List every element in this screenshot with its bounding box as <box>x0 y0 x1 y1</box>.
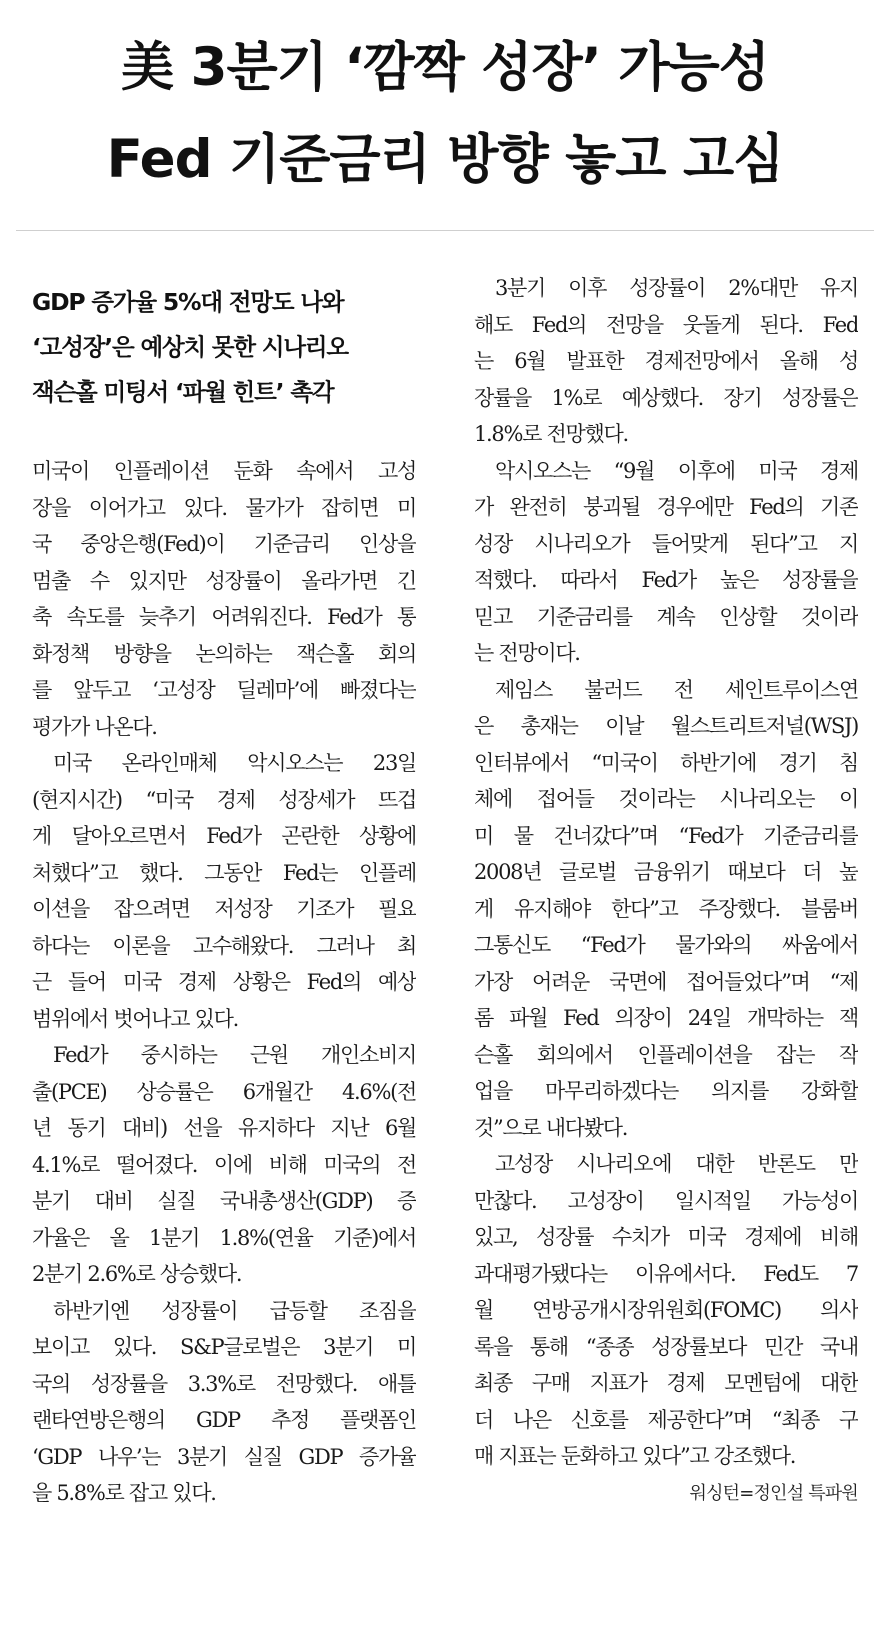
paragraph-line: 이션을 잡으려면 저성장 기조가 필요 <box>32 897 416 921</box>
paragraph <box>32 1293 416 1512</box>
paragraph-line: 있고, 성장률 수치가 미국 경제에 비해 <box>474 1225 858 1249</box>
paragraph-line: 국 중앙은행(Fed)이 기준금리 인상을 <box>32 532 416 556</box>
paragraph-line: 게 달아오르면서 Fed가 곤란한 상황에 <box>32 824 416 848</box>
column-left <box>32 270 416 1512</box>
paragraph-line: 해도 Fed의 전망을 웃돌게 된다. Fed <box>474 312 858 337</box>
paragraph-line: 4.1%로 떨어졌다. 이에 비해 미국의 전 <box>32 1152 416 1177</box>
column-right-body <box>474 270 858 1475</box>
paragraph-line: 년 동기 대비) 선을 유지하다 지난 6월 <box>32 1116 416 1140</box>
paragraph-line: 믿고 기준금리를 계속 인상할 것이라 <box>474 604 858 629</box>
paragraph-line: 가 완전히 붕괴될 경우에만 Fed의 기존 <box>474 495 858 519</box>
paragraph-line: 국의 성장률을 3.3%로 전망했다. 애틀 <box>32 1371 416 1396</box>
paragraph-line: 2분기 2.6%로 상승했다. <box>32 1262 242 1286</box>
paragraph-line: 는 전망이다. <box>474 641 580 665</box>
column-right <box>474 270 858 1512</box>
paragraph-line: 가장 어려운 국면에 접어들었다”며 “제 <box>474 969 858 994</box>
paragraph-line: 범위에서 벗어나고 있다. <box>32 1006 238 1031</box>
paragraph-line: 멈출 수 있지만 성장률이 올라가면 긴 <box>32 568 416 593</box>
paragraph-line: 3분기 이후 성장률이 2%대만 유지 <box>495 276 858 300</box>
paragraph-line: 2008년 글로벌 금융위기 때보다 더 높 <box>474 860 858 884</box>
paragraph-line: 장률을 1%로 예상했다. 장기 성장률은 <box>474 385 858 410</box>
subhead-1: GDP 증가율 5%대 전망도 나와 <box>32 288 344 316</box>
paragraph-line: 미국 온라인매체 악시오스는 23일 <box>53 751 416 775</box>
paragraph-line: 매 지표는 둔화하고 있다”고 강조했다. <box>474 1444 796 1468</box>
paragraph-line: 는 6월 발표한 경제전망에서 올해 성 <box>474 349 858 373</box>
paragraph-line: 을 5.8%로 잡고 있다. <box>32 1481 216 1505</box>
paragraph-line: 롬 파월 Fed 의장이 24일 개막하는 잭 <box>474 1006 858 1030</box>
paragraph-line: 처했다”고 했다. 그동안 Fed는 인플레 <box>32 860 416 885</box>
paragraph-line: ‘GDP 나우’는 3분기 실질 GDP 증가율 <box>32 1444 416 1469</box>
paragraph-line: Fed가 중시하는 근원 개인소비지 <box>53 1043 416 1067</box>
paragraph-line: 하다는 이론을 고수해왔다. 그러나 최 <box>32 933 416 958</box>
paragraph-line: 제임스 불러드 전 세인트루이스연 <box>495 677 858 702</box>
paragraph <box>32 1037 416 1293</box>
headline-line-1: 美 3분기 ‘깜짝 성장’ 가능성 <box>121 37 769 98</box>
paragraph-line: 미국이 인플레이션 둔화 속에서 고성 <box>32 459 416 483</box>
subhead-2: ‘고성장’은 예상치 못한 시나리오 <box>32 333 348 361</box>
paragraph <box>474 672 858 1147</box>
paragraph-line: 업을 마무리하겠다는 의지를 강화할 <box>474 1079 858 1103</box>
paragraph-line: 슨홀 회의에서 인플레이션을 잡는 작 <box>474 1042 858 1067</box>
paragraph-line: 1.8%로 전망했다. <box>474 422 628 446</box>
paragraph-line: 더 나은 신호를 제공한다”며 “최종 구 <box>474 1407 858 1432</box>
paragraph-line: 록을 통해 “종종 성장률보다 민간 국내 <box>474 1334 858 1359</box>
paragraph-line: 게 유지해야 한다”고 주장했다. 블룸버 <box>474 896 858 921</box>
paragraph-line: 랜타연방은행의 GDP 추정 플랫폼인 <box>32 1408 416 1432</box>
article-body <box>32 270 858 1512</box>
paragraph-line: (현지시간) “미국 경제 성장세가 뜨겁 <box>32 787 416 812</box>
paragraph-line: 미 물 건너갔다”며 “Fed가 기준금리를 <box>474 823 858 848</box>
paragraph-line: 월 연방공개시장위원회(FOMC) 의사 <box>474 1298 858 1322</box>
headline <box>0 0 890 206</box>
paragraph <box>32 453 416 745</box>
paragraph-line: 하반기엔 성장률이 급등할 조짐을 <box>53 1298 416 1323</box>
paragraph-line: 평가가 나온다. <box>32 714 157 739</box>
paragraph-line: 출(PCE) 상승률은 6개월간 4.6%(전 <box>32 1079 416 1104</box>
paragraph <box>474 453 858 672</box>
headline-divider <box>16 230 874 231</box>
paragraph <box>474 270 858 453</box>
paragraph-line: 근 들어 미국 경제 상황은 Fed의 예상 <box>32 970 416 994</box>
paragraph-line: 악시오스는 “9월 이후에 미국 경제 <box>495 458 858 483</box>
paragraph-line: 과대평가됐다는 이유에서다. Fed도 7 <box>474 1261 858 1286</box>
headline-line-2: Fed 기준금리 방향 놓고 고심 <box>106 129 784 190</box>
paragraph-line: 가율은 올 1분기 1.8%(연율 기준)에서 <box>32 1225 416 1250</box>
subhead-3: 잭슨홀 미팅서 ‘파월 힌트’ 촉각 <box>32 378 334 406</box>
paragraph-line: 최종 구매 지표가 경제 모멘텀에 대한 <box>474 1371 858 1395</box>
paragraph-line: 축 속도를 늦추기 어려워진다. Fed가 통 <box>32 605 416 629</box>
column-left-body <box>32 453 416 1512</box>
byline: 워싱턴=정인설 특파원 <box>689 1482 858 1504</box>
paragraph-line: 것”으로 내다봤다. <box>474 1115 628 1140</box>
paragraph-line: 장을 이어가고 있다. 물가가 잡히면 미 <box>32 495 416 520</box>
paragraph-line: 를 앞두고 ‘고성장 딜레마’에 빠졌다는 <box>32 678 416 702</box>
paragraph-line: 체에 접어들 것이라는 시나리오는 이 <box>474 787 858 811</box>
paragraph-line: 인터뷰에서 “미국이 하반기에 경기 침 <box>474 750 858 775</box>
paragraph <box>32 745 416 1037</box>
paragraph-line: 은 총재는 이날 월스트리트저널(WSJ) <box>474 714 858 738</box>
paragraph-line: 보이고 있다. S&P글로벌은 3분기 미 <box>32 1335 416 1359</box>
paragraph-line: 그통신도 “Fed가 물가와의 싸움에서 <box>474 933 858 957</box>
subheads <box>32 280 416 415</box>
paragraph-line: 성장 시나리오가 들어맞게 된다”고 지 <box>474 531 858 556</box>
paragraph-line: 화정책 방향을 논의하는 잭슨홀 회의 <box>32 641 416 666</box>
paragraph-line: 분기 대비 실질 국내총생산(GDP) 증 <box>32 1189 416 1213</box>
paragraph-line: 적했다. 따라서 Fed가 높은 성장률을 <box>474 568 858 592</box>
paragraph-line: 만찮다. 고성장이 일시적일 가능성이 <box>474 1188 858 1213</box>
paragraph-line: 고성장 시나리오에 대한 반론도 만 <box>495 1152 858 1176</box>
paragraph <box>474 1146 858 1475</box>
